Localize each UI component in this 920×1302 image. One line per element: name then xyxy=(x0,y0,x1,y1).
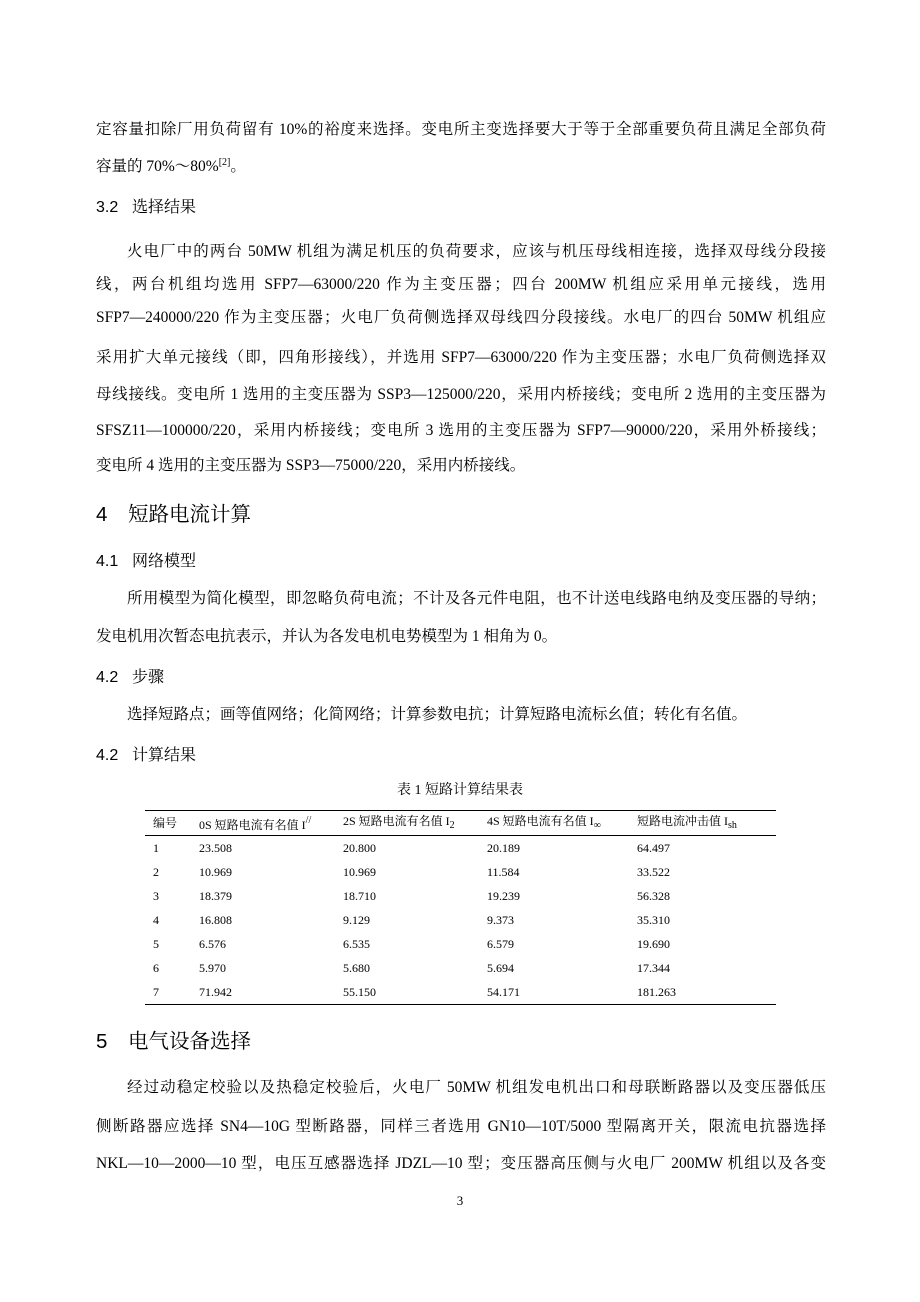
table-row xyxy=(145,884,776,908)
table-cell: 17.344 xyxy=(637,961,670,975)
body-text-line: 采用扩大单元接线（即，四角形接线），并选用 SFP7—63000/220 作为主变压器；水电厂负荷侧选择双 xyxy=(96,349,826,366)
section-heading-4-1 xyxy=(96,551,196,573)
header-text: 4S 短路电流有名值 I xyxy=(487,813,594,828)
table-cell: 6.579 xyxy=(487,937,514,951)
table-cell: 10.969 xyxy=(199,865,232,879)
table-cell: 23.508 xyxy=(199,841,232,855)
body-text-line: 定容量扣除厂用负荷留有 10%的裕度来选择。变电所主变选择要大于等于全部重要负荷且满足全部负荷 xyxy=(96,121,826,138)
header-text: 短路电流冲击值 I xyxy=(637,813,728,828)
section-number: 5 xyxy=(96,1030,108,1053)
body-text-line: SFSZ11—100000/220，采用内桥接线；变电所 3 选用的主变压器为 SFP7—90000/220，采用外桥接线； xyxy=(96,422,826,439)
table-cell: 2 xyxy=(153,865,159,879)
table-cell: 20.189 xyxy=(487,841,520,855)
section-title: 计算结果 xyxy=(132,747,197,764)
table-cell: 35.310 xyxy=(637,913,670,927)
table-row xyxy=(145,836,776,861)
section-heading-4 xyxy=(96,502,251,528)
table-cell: 16.808 xyxy=(199,913,232,927)
header-text: 0S 短路电流有名值 I xyxy=(199,818,306,832)
body-text-fragment: 。 xyxy=(230,158,246,175)
body-text-line: 火电厂中的两台 50MW 机组为满足机压的负荷要求，应该与机压母线相连接，选择双母线分段接 xyxy=(127,243,826,260)
header-text: 2S 短路电流有名值 I xyxy=(343,813,450,828)
page-number: 3 xyxy=(456,1193,464,1208)
table-cell: 18.710 xyxy=(343,889,376,903)
table-cell: 55.150 xyxy=(343,985,376,999)
body-text-line xyxy=(96,153,826,177)
table-cell: 64.497 xyxy=(637,841,670,855)
section-title: 网络模型 xyxy=(132,553,197,570)
section-number: 4.2 xyxy=(96,669,119,686)
table-cell: 9.129 xyxy=(343,913,370,927)
header-text: 编号 xyxy=(153,816,178,830)
header-cell-0s xyxy=(191,811,335,836)
table-cell: 71.942 xyxy=(199,985,232,999)
section-heading-5 xyxy=(96,1029,251,1055)
table-cell: 56.328 xyxy=(637,889,670,903)
body-text-line: 侧断路器应选择 SN4—10G 型断路器，同样三者选用 GN10—10T/5000 型隔离开关，限流电抗器选择 xyxy=(96,1118,826,1135)
header-superscript: // xyxy=(305,815,312,826)
table-row xyxy=(145,956,776,980)
table-cell: 54.171 xyxy=(487,985,520,999)
section-title: 步骤 xyxy=(132,669,165,686)
table-caption: 表 1 短路计算结果表 xyxy=(397,783,523,798)
table-cell: 19.239 xyxy=(487,889,520,903)
header-cell-peak xyxy=(629,811,776,836)
section-heading-4-2 xyxy=(96,667,164,689)
table-cell: 9.373 xyxy=(487,913,514,927)
section-number: 4 xyxy=(96,503,108,526)
table-row xyxy=(145,908,776,932)
table-cell: 11.584 xyxy=(487,865,520,879)
table-cell: 10.969 xyxy=(343,865,376,879)
body-text-line: 所用模型为简化模型，即忽略负荷电流；不计及各元件电阻，也不计送电线路电纳及变压器的导纳； xyxy=(127,590,826,607)
header-cell-number xyxy=(145,811,191,836)
table-row xyxy=(145,860,776,884)
table-cell: 1 xyxy=(153,841,159,855)
table-cell: 20.800 xyxy=(343,841,376,855)
header-subscript: sh xyxy=(728,819,737,831)
header-subscript: ∞ xyxy=(593,819,601,831)
section-heading-4-2-results xyxy=(96,745,196,767)
body-text-line: 母线接线。变电所 1 选用的主变压器为 SSP3—125000/220，采用内桥接线；变电所 2 选用的主变压器为 xyxy=(96,386,826,403)
table-cell: 181.263 xyxy=(637,985,676,999)
header-subscript: 2 xyxy=(449,819,455,831)
short-circuit-results-table xyxy=(145,810,776,1005)
body-text-line: 选择短路点；画等值网络；化简网络；计算参数电抗；计算短路电流标幺值；转化有名值。 xyxy=(127,706,748,723)
section-number: 4.2 xyxy=(96,747,119,764)
section-title: 电气设备选择 xyxy=(128,1030,251,1053)
table-cell: 7 xyxy=(153,985,159,999)
header-cell-4s xyxy=(479,811,629,836)
body-text-line: NKL—10—2000—10 型，电压互感器选择 JDZL—10 型；变压器高压侧与火电厂 200MW 机组以及各变 xyxy=(96,1155,826,1172)
table-cell: 5.694 xyxy=(487,961,514,975)
table-cell: 3 xyxy=(153,889,159,903)
table-cell: 5.680 xyxy=(343,961,370,975)
table-cell: 4 xyxy=(153,913,159,927)
table-cell: 33.522 xyxy=(637,865,670,879)
header-cell-2s xyxy=(335,811,479,836)
citation-ref: [2] xyxy=(218,157,231,168)
body-text-line: SFP7—240000/220 作为主变压器；火电厂负荷侧选择双母线四分段接线。水电厂的四台 50MW 机组应 xyxy=(96,309,826,326)
table-cell: 6.535 xyxy=(343,937,370,951)
section-heading-3-2 xyxy=(96,197,196,219)
table-cell: 5.970 xyxy=(199,961,226,975)
body-text-line: 变电所 4 选用的主变压器为 SSP3—75000/220，采用内桥接线。 xyxy=(96,457,526,474)
table-cell: 6.576 xyxy=(199,937,226,951)
body-text-fragment: 容量的 70%～80% xyxy=(96,158,219,175)
table-cell: 19.690 xyxy=(637,937,670,951)
section-title: 短路电流计算 xyxy=(128,503,251,526)
table-header-row xyxy=(145,811,776,836)
body-text-line: 线，两台机组均选用 SFP7—63000/220 作为主变压器；四台 200MW 机组应采用单元接线，选用 xyxy=(96,276,826,293)
body-text-line: 经过动稳定校验以及热稳定校验后，火电厂 50MW 机组发电机出口和母联断路器以及变压器低压 xyxy=(127,1079,826,1096)
section-number: 4.1 xyxy=(96,553,119,570)
table-row xyxy=(145,932,776,956)
table-cell: 5 xyxy=(153,937,159,951)
table-cell: 18.379 xyxy=(199,889,232,903)
section-number: 3.2 xyxy=(96,199,119,216)
table-cell: 6 xyxy=(153,961,159,975)
body-text-line: 发电机用次暂态电抗表示，并认为各发电机电势模型为 1 相角为 0。 xyxy=(96,628,558,645)
table-row xyxy=(145,980,776,1005)
section-title: 选择结果 xyxy=(132,199,197,216)
